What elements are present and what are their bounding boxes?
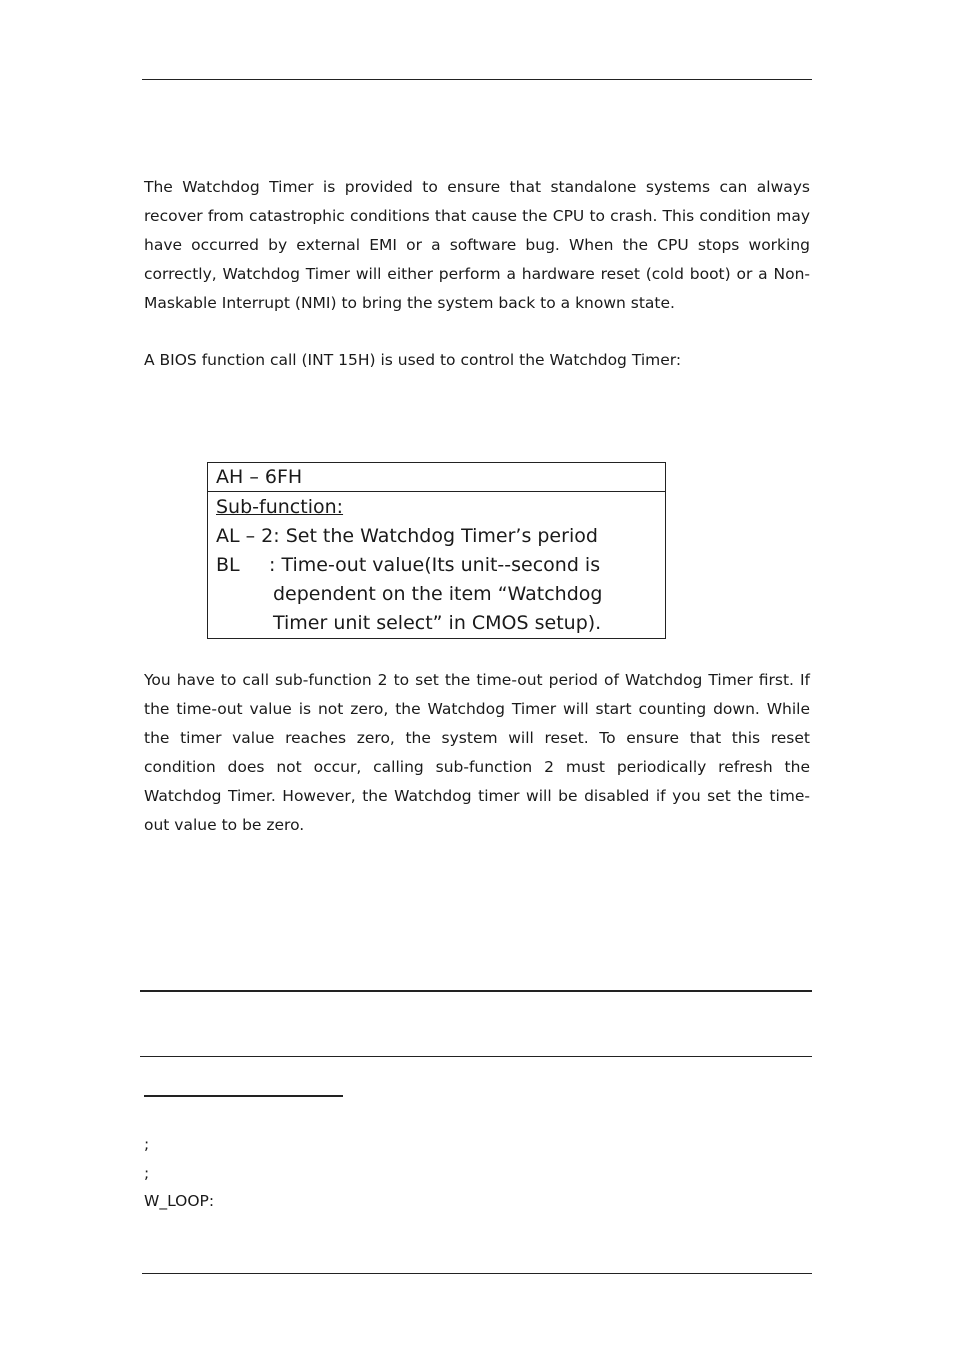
bl-row	[216, 551, 657, 580]
bios-call-paragraph: A BIOS function call (INT 15H) is used to control the Watchdog Timer:	[144, 351, 682, 369]
function-table	[207, 462, 666, 639]
intro-paragraph: The Watchdog Timer is provided to ensure that standalone systems can always recover from catastrophic conditions that cause the CPU to crash. This condition may have occurred by external EMI or a software bug. When the CPU stops working correctly, Watchdog Timer will either perform a hardware reset (cold boot) or a Non-Maskable Interrupt (NMI) to bring the system back to a known state.	[144, 178, 810, 312]
section-rule-bottom	[140, 1056, 812, 1057]
header-rule	[142, 79, 812, 80]
footer-rule	[142, 1273, 812, 1274]
code-line-1: ;	[144, 1135, 150, 1153]
function-body	[208, 492, 665, 638]
code-heading-underline	[144, 1095, 343, 1097]
code-line-3: W_LOOP:	[144, 1192, 215, 1210]
al-line: AL – 2: Set the Watchdog Timer’s period	[216, 525, 598, 547]
code-line-2: ;	[144, 1164, 150, 1182]
function-header: AH – 6FH	[208, 463, 665, 492]
bl-line-3: Timer unit select” in CMOS setup).	[273, 612, 602, 634]
section-rule-top	[140, 990, 812, 992]
subfunction-label: Sub-function:	[216, 496, 344, 518]
bl-line-2: dependent on the item “Watchdog	[273, 583, 603, 605]
bl-line-1: : Time-out value(Its unit--second is	[269, 554, 601, 576]
usage-paragraph: You have to call sub-function 2 to set the time-out period of Watchdog Timer first. If the time-out value is not zero, the Watchdog Timer will start counting down. While the timer value reaches zero, the system will reset. To ensure that this reset condition does not occur, calling sub-function 2 must periodically refresh the Watchdog Timer. However, the Watchdog timer will be disabled if you set the time-out value to be zero.	[144, 671, 810, 834]
bl-key: BL	[216, 554, 240, 576]
